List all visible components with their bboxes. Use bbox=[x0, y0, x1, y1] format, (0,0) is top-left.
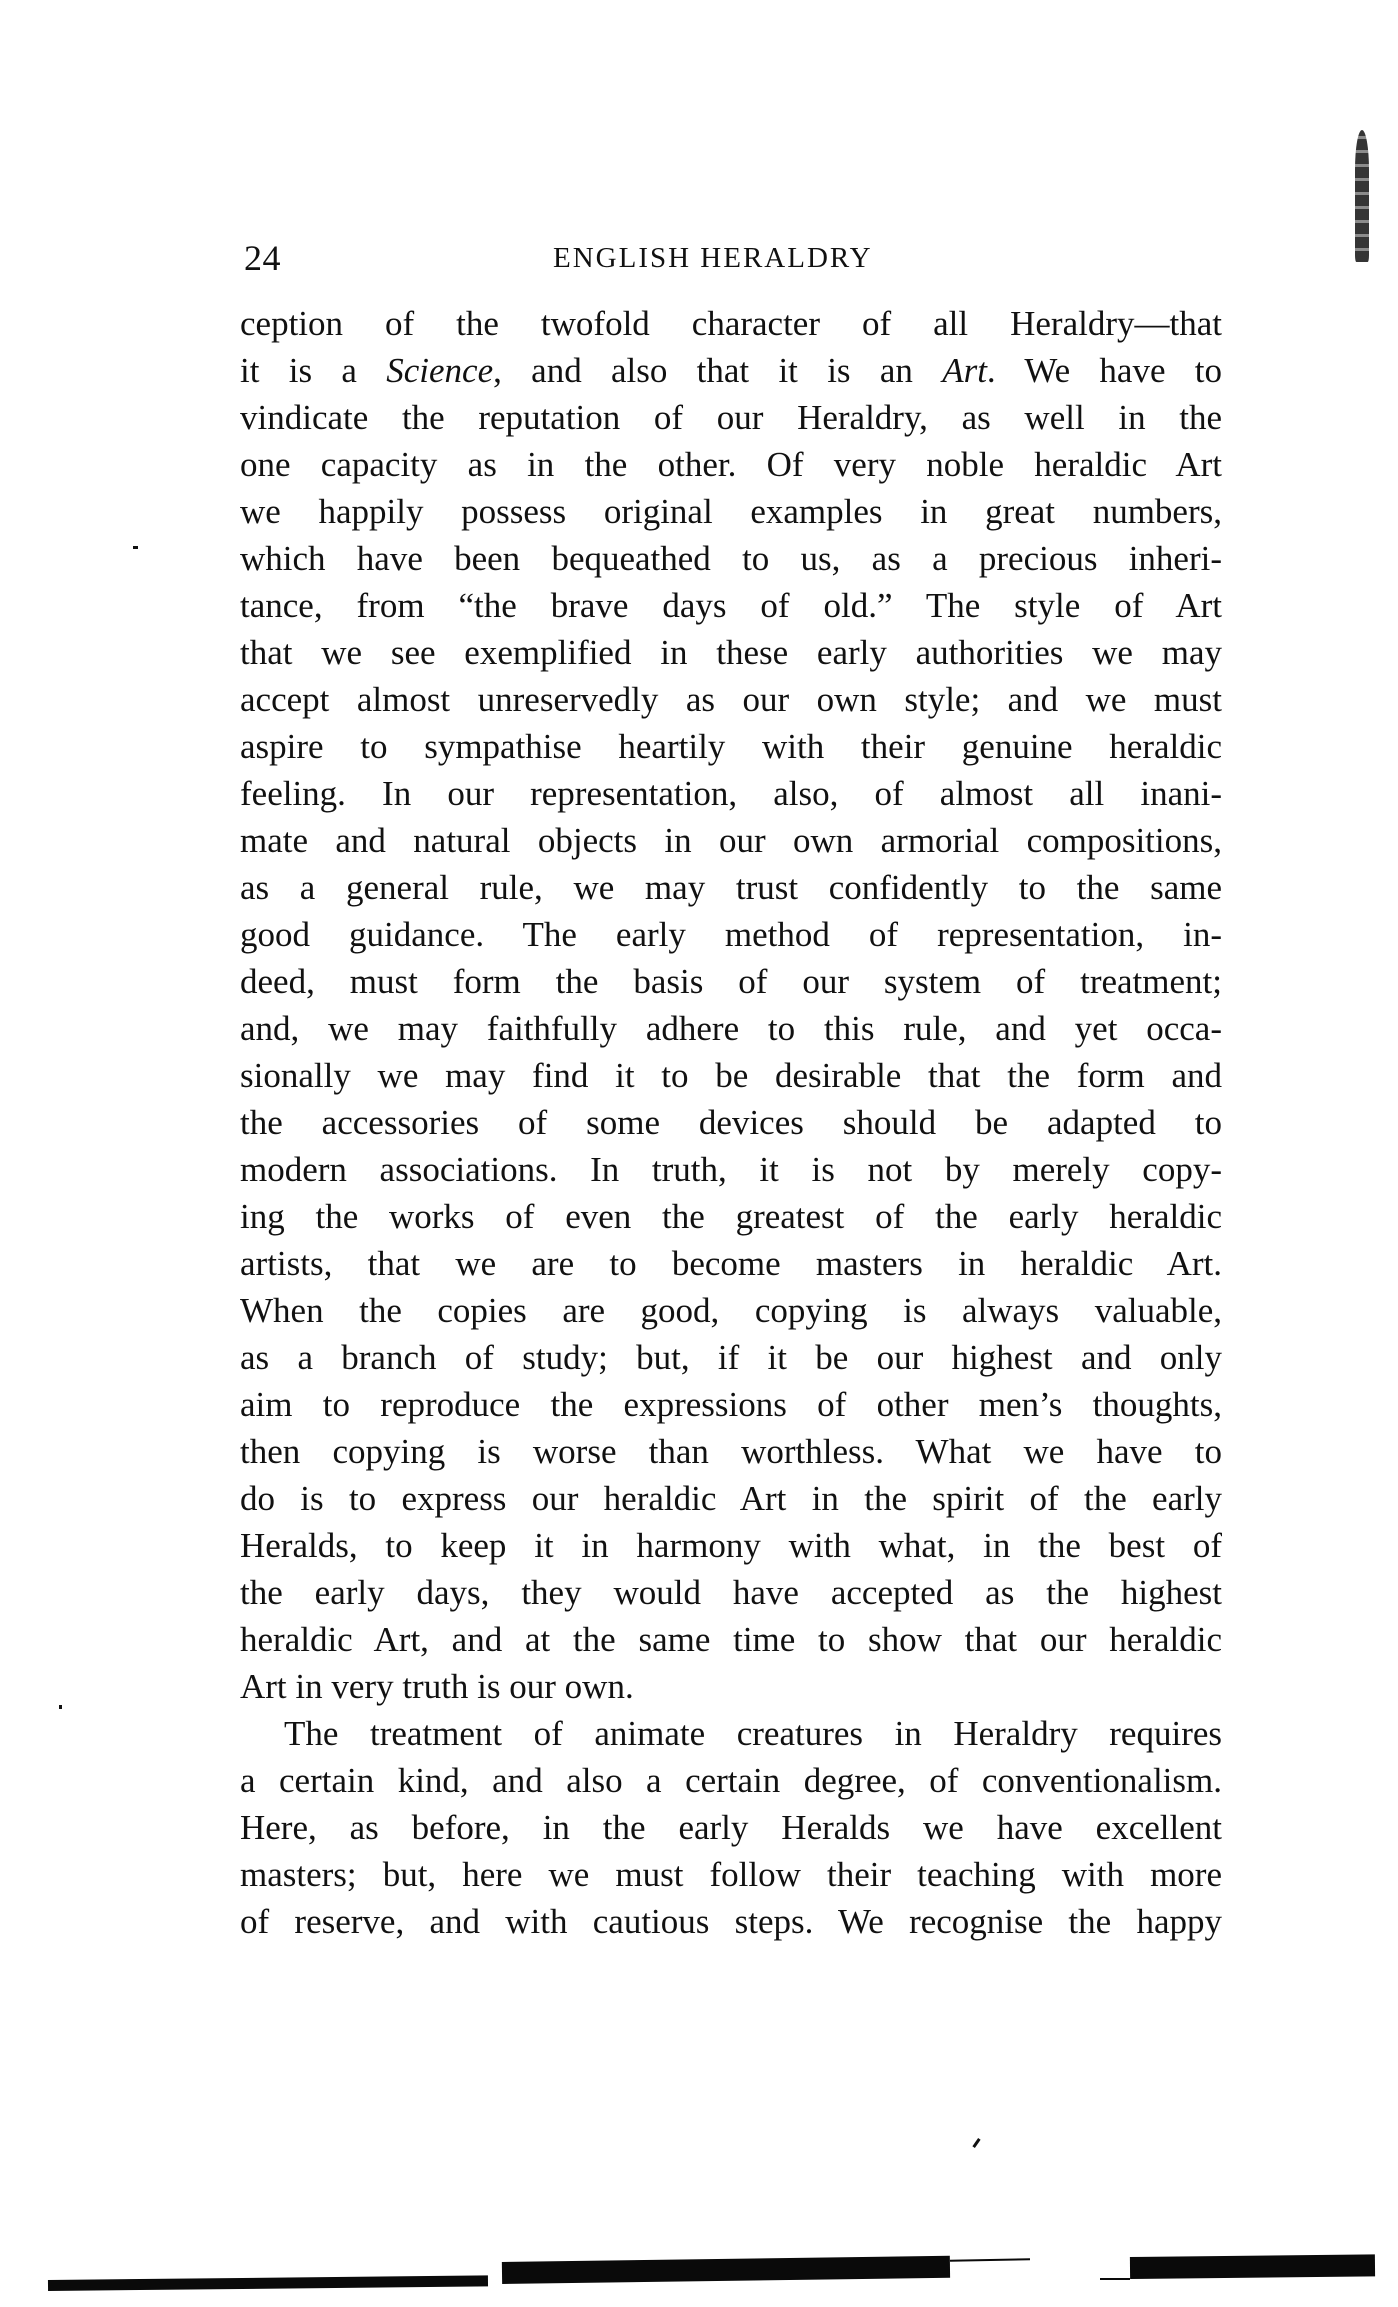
text-line: the early days, they would have accepted as the highest bbox=[240, 1573, 1222, 1612]
page-number: 24 bbox=[244, 238, 281, 278]
text-line: Heralds, to keep it in harmony with what, in the best of bbox=[240, 1526, 1222, 1565]
text-line: a certain kind, and also a certain degree, of conventionalism. bbox=[240, 1761, 1222, 1800]
scan-bar-middle-thin bbox=[950, 2258, 1030, 2261]
text-span: , and also that it is an bbox=[493, 351, 943, 390]
body-text bbox=[240, 300, 1222, 1945]
text-line: feeling. In our representation, also, of almost all inani- bbox=[240, 774, 1222, 813]
text-line: artists, that we are to become masters in heraldic Art. bbox=[240, 1244, 1222, 1283]
scan-bar-middle bbox=[502, 2256, 950, 2284]
text-line: modern associations. In truth, it is not by merely copy- bbox=[240, 1150, 1222, 1189]
text-line: sionally we may find it to be desirable that the form and bbox=[240, 1056, 1222, 1095]
text-span: it is a bbox=[240, 351, 387, 390]
text-line: one capacity as in the other. Of very noble heraldic Art bbox=[240, 445, 1222, 484]
text-line: ception of the twofold character of all Heraldry—that bbox=[240, 304, 1222, 343]
text-line: good guidance. The early method of representation, in- bbox=[240, 915, 1222, 954]
text-line: then copying is worse than worthless. What we have to bbox=[240, 1432, 1222, 1471]
text-line: deed, must form the basis of our system of treatment; bbox=[240, 962, 1222, 1001]
scan-tick bbox=[972, 2138, 980, 2148]
text-line: that we see exemplified in these early authorities we may bbox=[240, 633, 1222, 672]
running-title: ENGLISH HERALDRY bbox=[553, 242, 873, 274]
text-line: which have been bequeathed to us, as a precious inheri- bbox=[240, 539, 1222, 578]
paragraph-1 bbox=[240, 300, 1222, 1710]
text-line: and, we may faithfully adhere to this rule, and yet occa- bbox=[240, 1009, 1222, 1048]
text-line: do is to express our heraldic Art in the spirit of the early bbox=[240, 1479, 1222, 1518]
text-line: Art in very truth is our own. bbox=[240, 1667, 634, 1706]
text-line: aim to reproduce the expressions of other men’s thoughts, bbox=[240, 1385, 1222, 1424]
text-line: aspire to sympathise heartily with their genuine heraldic bbox=[240, 727, 1222, 766]
text-line: heraldic Art, and at the same time to show that our heraldic bbox=[240, 1620, 1222, 1659]
scan-bar-right bbox=[1130, 2254, 1375, 2279]
scan-edge-mark bbox=[1355, 130, 1369, 262]
running-head bbox=[242, 236, 1224, 280]
text-line: vindicate the reputation of our Heraldry, as well in the bbox=[240, 398, 1222, 437]
scan-bar-right-lip bbox=[1100, 2278, 1130, 2280]
text-line: we happily possess original examples in great numbers, bbox=[240, 492, 1222, 531]
italic-art: Art bbox=[942, 351, 987, 390]
scan-speck bbox=[59, 1705, 62, 1709]
text-line: The treatment of animate creatures in Heraldry requires bbox=[284, 1714, 1222, 1753]
text-line: When the copies are good, copying is always valuable, bbox=[240, 1291, 1222, 1330]
text-span: . We have to bbox=[986, 351, 1222, 390]
text-line: accept almost unreservedly as our own style; and we must bbox=[240, 680, 1222, 719]
text-line: tance, from “the brave days of old.” The style of Art bbox=[240, 586, 1222, 625]
text-line: ing the works of even the greatest of the early heraldic bbox=[240, 1197, 1222, 1236]
text-line: Here, as before, in the early Heralds we have excellent bbox=[240, 1808, 1222, 1847]
text-line: the accessories of some devices should be adapted to bbox=[240, 1103, 1222, 1142]
text-line: as a general rule, we may trust confidently to the same bbox=[240, 868, 1222, 907]
scan-speck bbox=[133, 546, 138, 549]
text-line: mate and natural objects in our own armorial compositions, bbox=[240, 821, 1222, 860]
text-line bbox=[240, 347, 1222, 394]
text-line: of reserve, and with cautious steps. We recognise the happy bbox=[240, 1902, 1222, 1941]
text-line: as a branch of study; but, if it be our highest and only bbox=[240, 1338, 1222, 1377]
paragraph-2 bbox=[240, 1710, 1222, 1945]
scan-bar-left bbox=[48, 2275, 488, 2291]
italic-science: Science bbox=[386, 351, 494, 390]
text-line: masters; but, here we must follow their teaching with more bbox=[240, 1855, 1222, 1894]
